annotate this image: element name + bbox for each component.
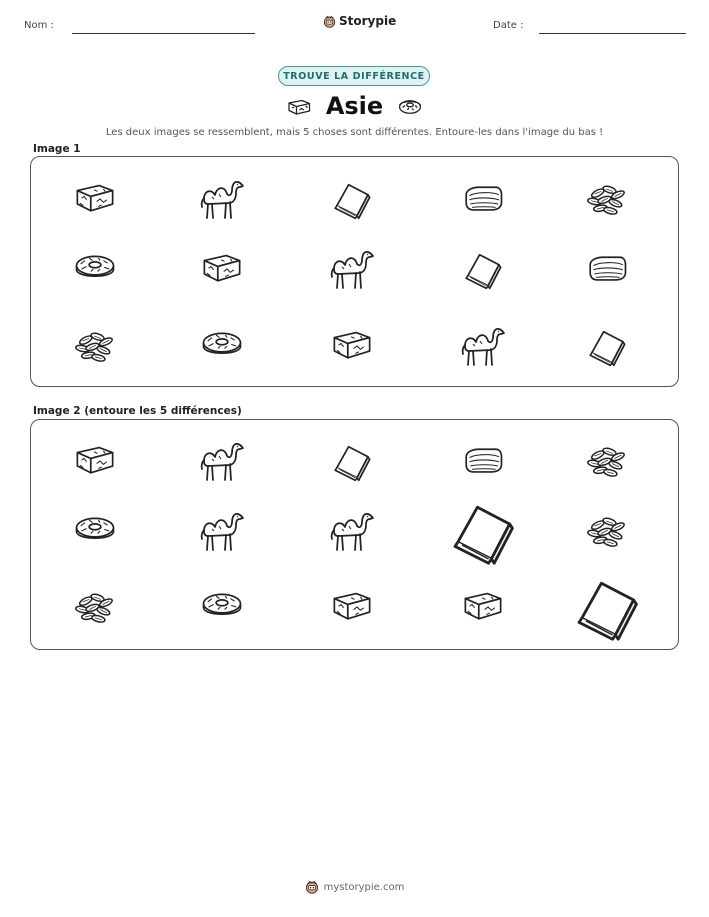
towel-icon[interactable]	[583, 248, 631, 290]
dates-icon[interactable]	[583, 440, 631, 482]
napkin-icon[interactable]	[459, 248, 507, 290]
towel-icon[interactable]	[459, 178, 507, 220]
dates-icon[interactable]	[71, 586, 119, 628]
napkin-icon[interactable]	[328, 440, 376, 482]
date-line	[539, 33, 686, 34]
donut-icon	[397, 94, 423, 118]
storypie-mascot-icon	[305, 880, 319, 894]
footer-link[interactable]: mystorypie.com	[323, 881, 405, 893]
worksheet-title: Asie	[325, 92, 384, 120]
dates-icon[interactable]	[71, 325, 119, 367]
donut-icon[interactable]	[71, 510, 119, 552]
instructions: Les deux images se ressemblent, mais 5 choses sont différentes. Entoure-les dans l'image du bas !	[105, 127, 604, 138]
date-label: Date :	[493, 20, 524, 31]
napkin-icon[interactable]	[583, 325, 631, 367]
image2-label: Image 2 (entoure les 5 différences)	[33, 405, 242, 417]
camel-icon[interactable]	[197, 506, 247, 556]
brick-icon[interactable]	[71, 440, 119, 482]
camel-icon[interactable]	[197, 174, 247, 224]
napkin-icon[interactable]	[328, 178, 376, 220]
brick-icon[interactable]	[71, 178, 119, 220]
title-row	[0, 92, 709, 120]
footer	[0, 880, 709, 894]
brick-icon[interactable]	[198, 248, 246, 290]
camel-icon[interactable]	[197, 436, 247, 486]
brick-icon[interactable]	[459, 586, 507, 628]
brand-name: Storypie	[339, 14, 397, 28]
camel-icon[interactable]	[458, 321, 508, 371]
image1-label: Image 1	[33, 143, 81, 155]
donut-icon[interactable]	[71, 248, 119, 290]
napkin-icon[interactable]	[448, 496, 518, 566]
brick-icon	[286, 96, 312, 116]
brand-logo	[323, 14, 396, 28]
storypie-mascot-icon	[323, 15, 336, 28]
name-label: Nom :	[24, 20, 54, 31]
donut-icon[interactable]	[198, 325, 246, 367]
dates-icon[interactable]	[583, 510, 631, 552]
brick-icon[interactable]	[328, 586, 376, 628]
towel-icon[interactable]	[459, 440, 507, 482]
name-line	[72, 33, 255, 34]
napkin-icon[interactable]	[572, 572, 642, 642]
worksheet-badge: TROUVE LA DIFFÉRENCE	[278, 66, 430, 86]
brick-icon[interactable]	[328, 325, 376, 367]
donut-icon[interactable]	[198, 586, 246, 628]
dates-icon[interactable]	[583, 178, 631, 220]
camel-icon[interactable]	[327, 506, 377, 556]
camel-icon[interactable]	[327, 244, 377, 294]
